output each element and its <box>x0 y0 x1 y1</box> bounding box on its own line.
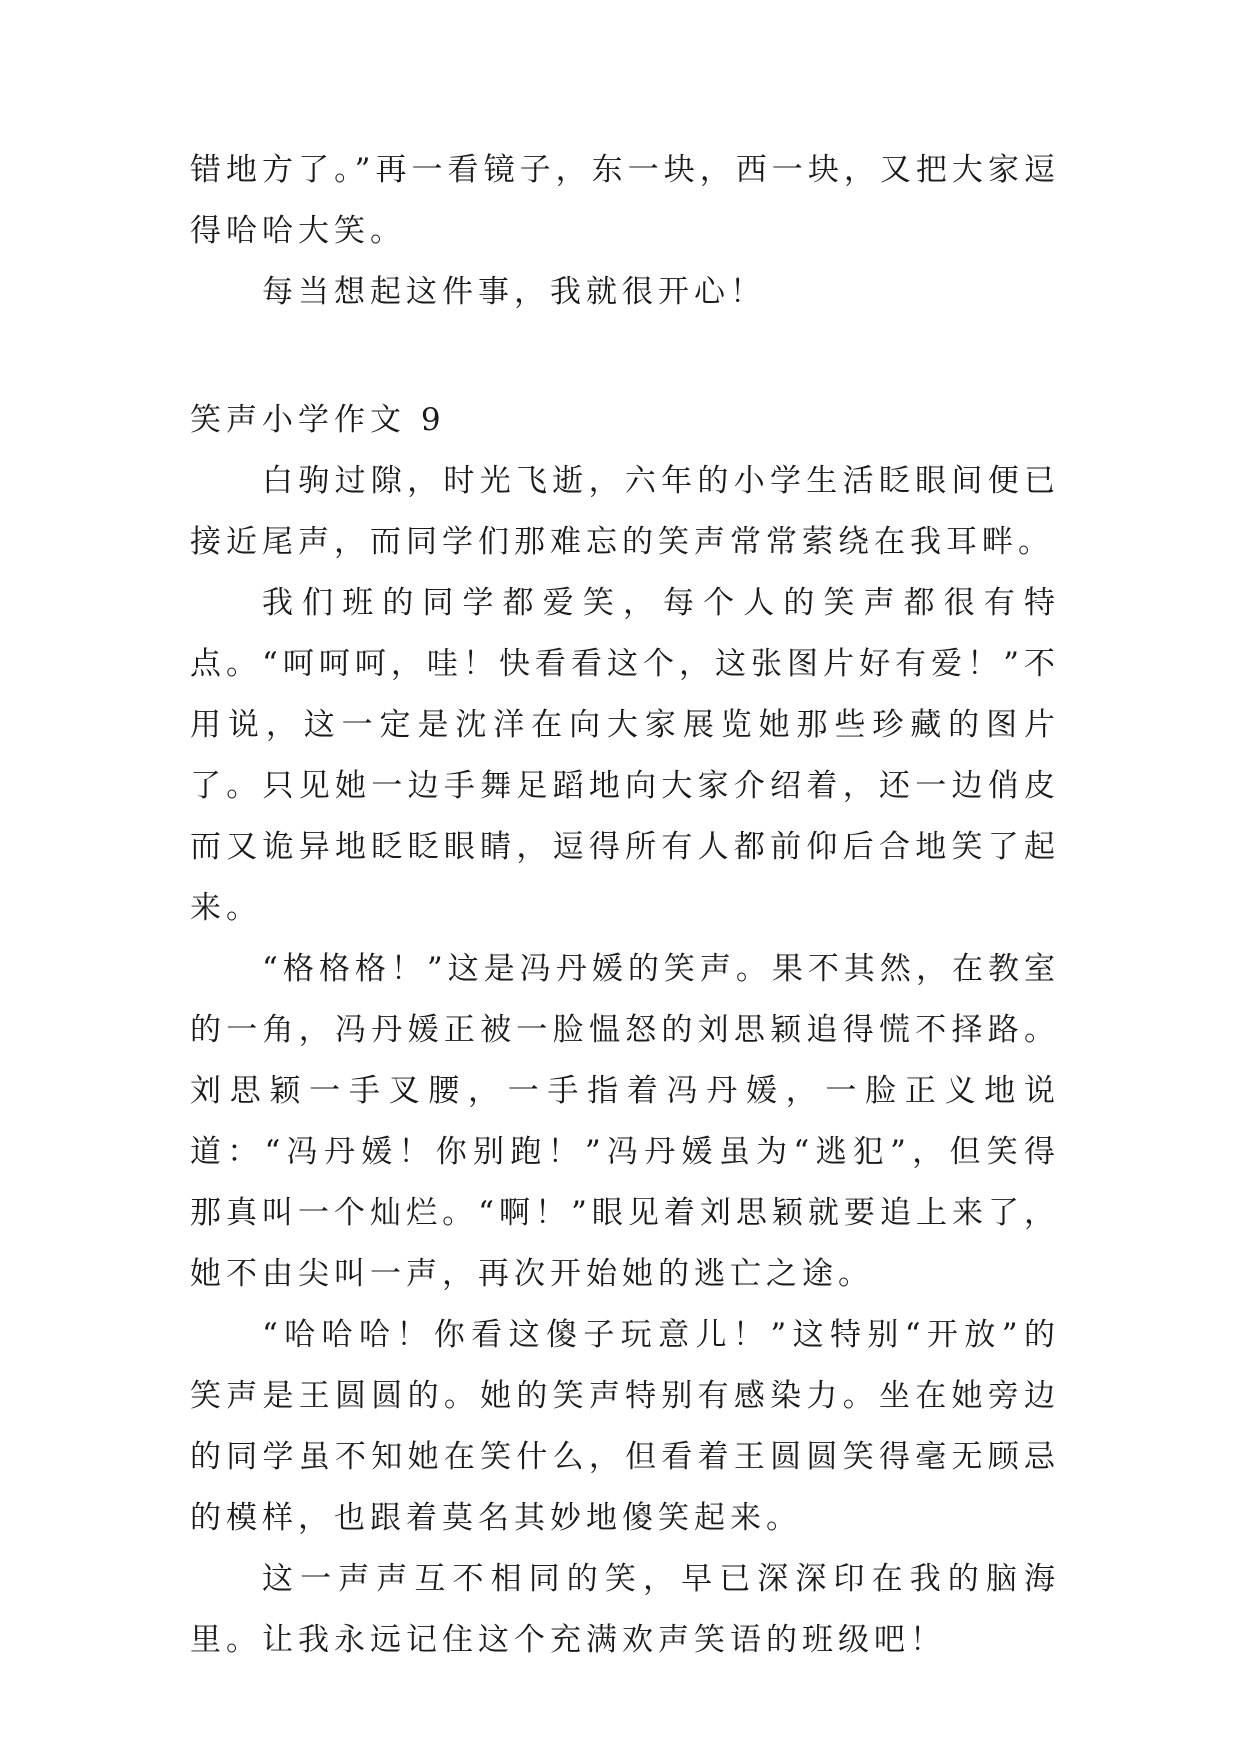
previous-essay-ending <box>190 140 1060 323</box>
essay-paragraph: 白驹过隙，时光飞逝，六年的小学生活眨眼间便已接近尾声，而同学们那难忘的笑声常常萦绕在我耳畔。 <box>190 463 1060 560</box>
essay-title: 笑声小学作文 9 <box>190 402 446 438</box>
closing-paragraph: 每当想起这件事，我就很开心！ <box>262 274 766 310</box>
essay-body <box>190 451 1060 1671</box>
continuation-paragraph: 错地方了。”再一看镜子，东一块，西一块，又把大家逗得哈哈大笑。 <box>190 152 1060 249</box>
essay-paragraph: “格格格！”这是冯丹媛的笑声。果不其然，在教室的一角，冯丹媛正被一脸愠怒的刘思颖追得慌不择路。刘思颖一手叉腰，一手指着冯丹媛，一脸正义地说道：“冯丹媛！你别跑！”冯丹媛虽为“逃犯”，但笑得那真叫一个灿烂。“啊！”眼见着刘思颖就要追上来了，她不由尖叫一声，再次开始她的逃亡之途。 <box>190 951 1060 1292</box>
essay-paragraph: “哈哈哈！你看这傻子玩意儿！”这特别“开放”的笑声是王圆圆的。她的笑声特别有感染力。坐在她旁边的同学虽不知她在笑什么，但看着王圆圆笑得毫无顾忌的模样，也跟着莫名其妙地傻笑起来。 <box>190 1317 1060 1536</box>
essay-paragraph: 我们班的同学都爱笑，每个人的笑声都很有特点。“呵呵呵，哇！快看看这个，这张图片好有爱！”不用说，这一定是沈洋在向大家展览她那些珍藏的图片了。只见她一边手舞足蹈地向大家介绍着，还一边俏皮而又诡异地眨眨眼睛，逗得所有人都前仰后合地笑了起来。 <box>190 585 1060 926</box>
essay-paragraph: 这一声声互不相同的笑，早已深深印在我的脑海里。让我永远记住这个充满欢声笑语的班级吧！ <box>190 1561 1060 1658</box>
